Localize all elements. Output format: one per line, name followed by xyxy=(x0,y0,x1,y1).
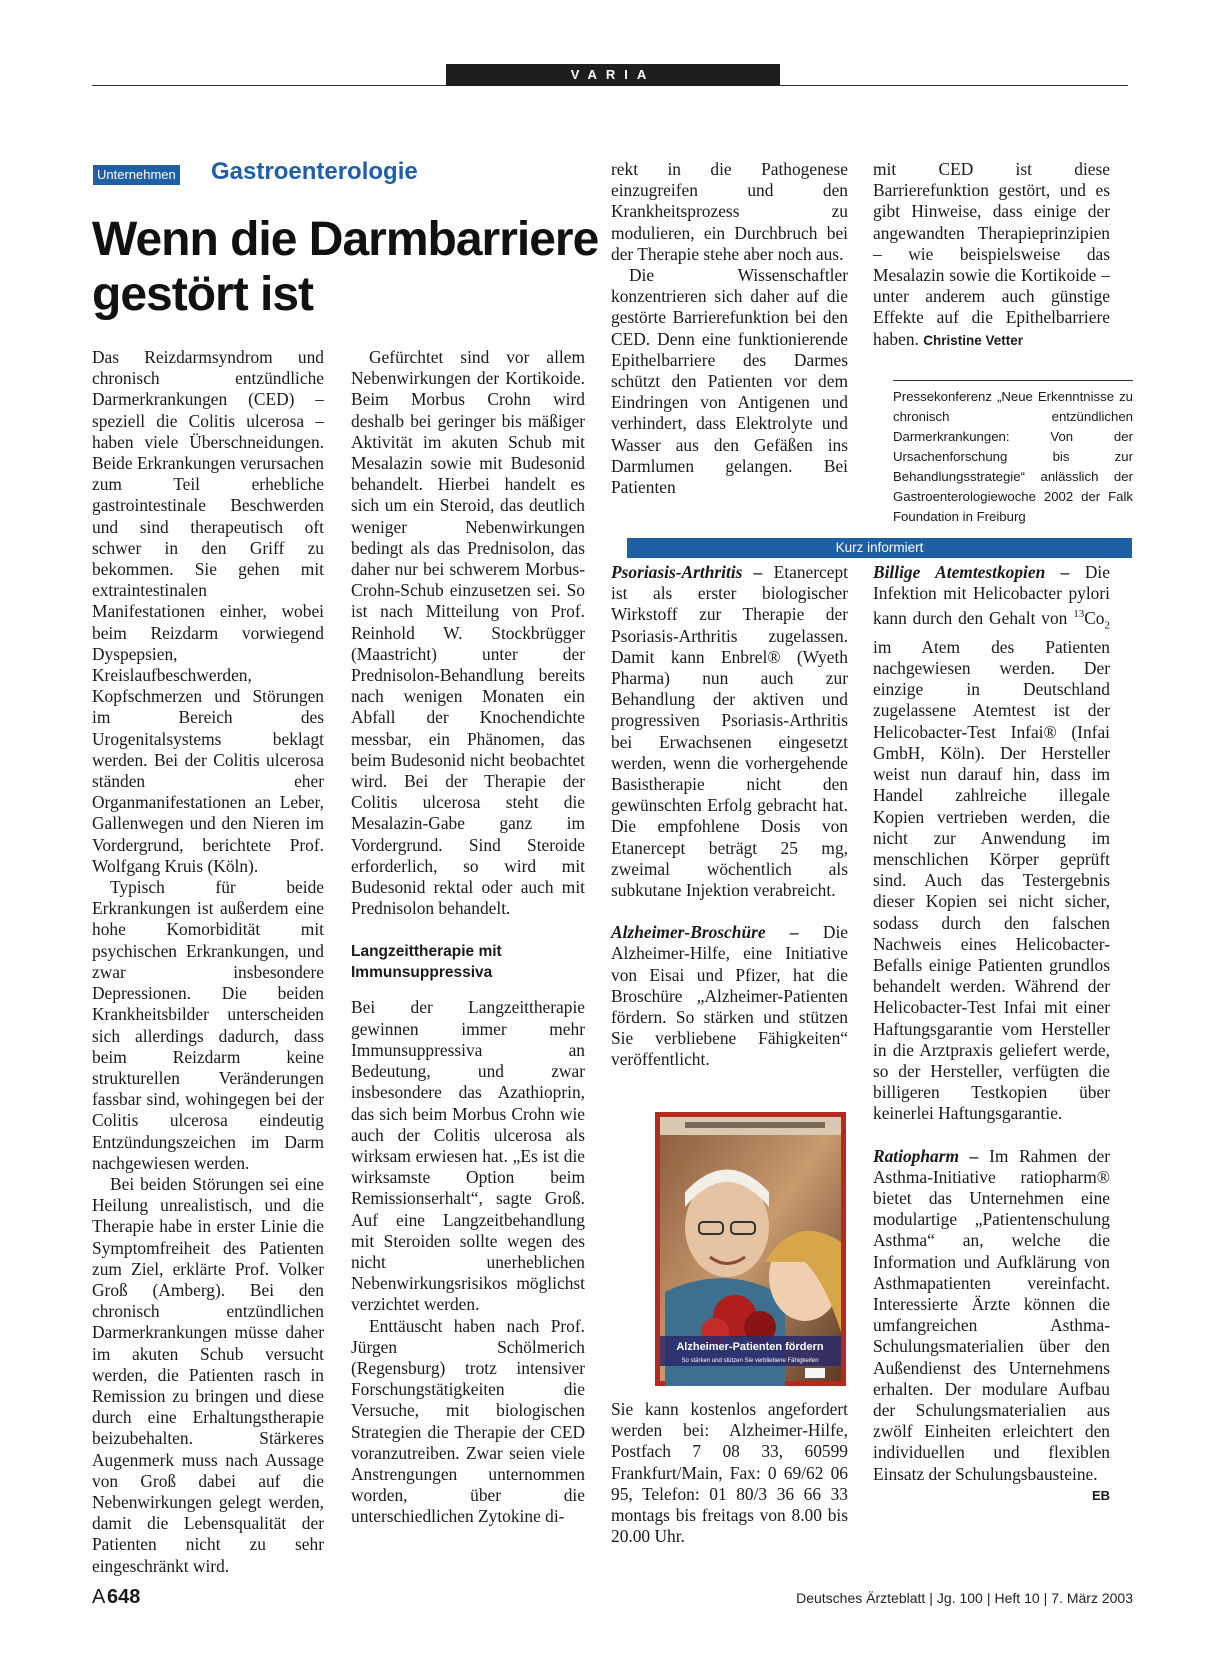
rubric-title: Gastroenterologie xyxy=(211,158,418,185)
news-lead: Alzheimer-Broschüre – xyxy=(611,922,799,943)
news-item-psoriasis xyxy=(611,562,848,901)
article-column-3 xyxy=(611,159,848,498)
article-column-4 xyxy=(873,159,1110,351)
signature: EB xyxy=(1091,1487,1110,1503)
news-body: Sie kann kostenlos angefordert werden bei: Alzheimer-Hilfe, Postfach 7 08 33, 60599 Frankfurt/Main, Fax: 0 69/62 06 95, Telefon: 01 80/3 36 66 33 montags bis freitags von 8.00 bis 20.00 Uhr. xyxy=(611,1399,848,1547)
subheading: Langzeittherapie mit Immunsuppressiva xyxy=(351,943,502,982)
paragraph: Bei der Langzeittherapie gewinnen immer mehr Immunsuppressiva an Bedeutung, und zwar insbesondere das Azathioprin, das sich beim Morbus Crohn wie auch der Colitis ulcerosa als wirksam erwiesen hat. „Es ist die wirksamste Option beim Remissionserhalt“, sagte Groß. Auf eine Langzeitbehandlung mit Steroiden sollte wegen des nicht unerheblichen Nebenwirkungsrisikos möglichst verzichtet werden. xyxy=(351,997,585,1315)
news-item-alzheimer xyxy=(611,922,848,1070)
journal-date: 7. März 2003 xyxy=(1051,1590,1133,1606)
kurz-informiert-bar: Kurz informiert xyxy=(627,538,1132,558)
news-lead: Billige Atemtestkopien – xyxy=(873,562,1070,582)
news-body: im Atem des Patienten nachgewiesen werden. Der einzige in Deutschland zugelassene Atemtest ist der Helicobacter-Test Infai® (Infai GmbH, Köln). Der Hersteller weist nun darauf hin, dass im Handel zahlreiche illegale Kopien vertrieben werden, die nicht zur Anwendung im menschlichen Körper geprüft sind. Auch das Testergebnis dieser Kopien sei nicht sicher, sodass durch den falschen Nachweis eines Helicobacter-Befalls einige Patienten grundlos behandelt werden. Während der Helicobacter-Test Infai mit einer Haftungsgarantie vom Hersteller in die Arztpraxis geliefert werde, so der Hersteller, verfügten die billigeren Testkopien über keinerlei Haftungsgarantie. xyxy=(873,636,1110,1124)
brochure-cover-image xyxy=(655,1112,846,1386)
news-item-ratiopharm xyxy=(873,1145,1110,1503)
formula-subscript: 2 xyxy=(1104,619,1110,632)
news-item-atemtest xyxy=(873,562,1110,1125)
paragraph: Gefürchtet sind vor allem Nebenwirkungen der Kortikoide. Beim Morbus Crohn wird deshalb bei geringer bis mäßiger Aktivität im akuten Schub mit Mesalazin sowie mit Budesonid behandelt. Hierbei handelt es sich um ein Steroid, das deutlich weniger Nebenwirkungen bedingt als das Prednisolon, das daher nur bei schwerem Morbus-Crohn-Schub einzusetzen sei. So ist nach Mitteilung von Prof. Reinhold W. Stockbrügger (Maastricht) unter der Prednisolon-Behandlung bereits nach wenigen Monaten ein Abfall der Knochendichte messbar, ein Phänomen, das beim Budesonid nicht beobachtet wird. Bei der Therapie der Colitis ulcerosa steht die Mesalazin-Gabe ganz im Vordergrund. Sind Steroide erforderlich, so wird mit Budesonid rektal oder auch mit Prednisolon behandelt. xyxy=(351,347,585,919)
journal-volume: Jg. 100 xyxy=(936,1590,983,1606)
source-note: Pressekonferenz „Neue Erkenntnisse zu chronisch entzündlichen Darmerkrankungen: Von der Ursachenforschung bis zur Behandlungsstrategie“ anlässlich der Gastroenterologiewoche 2002 der Falk Foundation in Freiburg xyxy=(893,380,1133,527)
paragraph xyxy=(873,159,1110,351)
page-number-value: 648 xyxy=(107,1586,141,1608)
article-headline xyxy=(92,212,612,322)
page-prefix: A xyxy=(92,1586,106,1608)
news-column-1-continued xyxy=(611,1399,848,1547)
paragraph: Enttäuscht haben nach Prof. Jürgen Schölmerich (Regensburg) trotz intensiver Forschungstätigkeiten die Versuche, mit biologischen Strategien die Therapie der CED voranzutreiben. Zwar seien viele Anstrengungen unternommen worden, über die unterschiedlichen Zytokine di- xyxy=(351,1315,585,1527)
headline-line-2: gestört ist xyxy=(92,268,314,321)
journal-footer: Deutsches Ärzteblatt | Jg. 100 | Heft 10 | 7. März 2003 xyxy=(796,1590,1133,1606)
paragraph: Typisch für beide Erkrankungen ist außerdem eine hohe Komorbidität mit psychischen Erkrankungen, und zwar insbesondere Depressionen. Die beiden Krankheitsbilder unterscheiden sich allerdings dadurch, dass beim Reizdarm keine strukturellen Veränderungen fassbar sind, wohingegen bei der Colitis ulcerosa eindeutig Entzündungszeichen im Darm nachgewiesen werden. xyxy=(92,877,324,1173)
journal-name: Deutsches Ärzteblatt xyxy=(796,1590,926,1606)
news-lead: Ratiopharm – xyxy=(873,1145,979,1166)
news-body: Die Infektion mit Helicobacter pylori kann durch den Gehalt von xyxy=(873,562,1110,629)
news-column-2 xyxy=(873,562,1110,1506)
article-column-2 xyxy=(351,347,585,1528)
section-label: VARIA xyxy=(446,64,780,86)
journal-issue: Heft 10 xyxy=(994,1590,1040,1606)
news-column-1 xyxy=(611,562,848,1071)
article-column-1 xyxy=(92,347,324,1577)
paragraph: Die Wissenschaftler konzentrieren sich daher auf die gestörte Barrierefunktion bei den CED. Denn eine funktionierende Epithelbarriere des Darmes schützt den Patienten vor dem Eindringen von Antigenen und verhindert, dass Elektrolyte und Wasser aus den Gefäßen ins Darmlumen gelangen. Bei Patienten xyxy=(611,265,848,498)
brochure-cover-illustration xyxy=(655,1112,846,1386)
paragraph: Bei beiden Störungen sei eine Heilung unrealistisch, und die Therapie habe in erster Linie die Symptomfreiheit des Patienten zum Ziel, erklärte Prof. Volker Groß (Amberg). Bei den chronisch entzündlichen Darmerkrankungen müsse daher im akuten Schub versucht werden, die Patienten rasch in Remission zu bringen und diese durch eine Erhaltungstherapie beizubehalten. Stärkeres Augenmerk muss nach Aussage von Groß dabei auf die Nebenwirkungen gelegt werden, damit die Lebensqualität der Patienten nicht zu sehr eingeschränkt wird. xyxy=(92,1173,324,1576)
news-lead: Psoriasis-Arthritis – xyxy=(611,562,763,582)
chemical-formula: Co xyxy=(1084,608,1105,629)
paragraph: Das Reizdarmsyndrom und chronisch entzündliche Darmerkrankungen (CED) – speziell die Colitis ulcerosa – haben viele Überschneidungen. Beide Erkrankungen verursachen zum Teil erhebliche gastrointestinale Beschwerden und sind therapeutisch oft schwer in den Griff zu bekommen. Sie gehen mit extraintestinalen Manifestationen einher, wobei beim Reizdarm vorwiegend Dyspepsien, Kreislaufbeschwerden, Kopfschmerzen und Störungen im Bereich des Urogenitalsystems beklagt werden. Bei der Colitis ulcerosa ständen eher Organmanifestationen an Leber, Gallenwegen und den Nieren im Vordergrund, berichtete Prof. Wolfgang Kruis (Köln). xyxy=(92,347,324,876)
category-tag: Unternehmen xyxy=(93,165,180,185)
paragraph: rekt in die Pathogenese einzugreifen und den Krankheitsprozess zu modulieren, ein Durchbruch bei der Therapie stehe aber noch aus. xyxy=(611,159,848,264)
cover-title: Alzheimer-Patienten fördern xyxy=(676,1341,824,1353)
news-body: Etanercept ist als erster biologischer Wirkstoff zur Therapie der Psoriasis-Arthritis zugelassen. Damit kann Enbrel® (Wyeth Pharma) nun auch zur Behandlung der aktiven und progressiven Psoriasis-Arthritis bei Erwachsenen eingesetzt werden, wenn die vorhergehende Basistherapie nicht den gewünschten Erfolg gebracht hat. Die empfohlene Dosis von Etanercept beträgt 25 mg, zweimal wöchentlich als subkutane Injektion verabreicht. xyxy=(611,562,848,901)
headline-line-1: Wenn die Darmbarriere xyxy=(92,213,599,266)
author-name: Christine Vetter xyxy=(923,332,1024,348)
cover-subtitle: So stärken und stützen Sie verbliebene Fähigkeiten xyxy=(681,1358,819,1364)
page-number xyxy=(92,1586,140,1609)
isotope-superscript: 13 xyxy=(1073,608,1085,621)
paragraph-text: mit CED ist diese Barrierefunktion gestört, und es gibt Hinweise, dass einige der angewandten Therapieprinzipien – wie beispielsweise das Mesalazin sowie die Kortikoide – unter anderem auch günstige Effekte auf die Epithelbarriere haben. xyxy=(873,159,1110,349)
news-body: Im Rahmen der Asthma-Initiative ratiopharm® bietet das Unternehmen eine modulartige „Patientenschulung Asthma“ an, welche die Information und Aufklärung von Asthmapatienten vereinfacht. Interessierte Ärzte können die umfangreichen Asthma-Schulungsmaterialien über den Außendienst des Unternehmens erhalten. Der modulare Aufbau der Schulungsmaterialien aus zwölf Einheiten erleichtert den individuellen und flexiblen Einsatz der Schulungsbausteine. xyxy=(873,1145,1110,1484)
news-body: Die Alzheimer-Hilfe, eine Initiative von Eisai und Pfizer, hat die Broschüre „Alzheimer-Patienten fördern. So stärken und stützen Sie verbliebene Fähigkeiten“ veröffentlicht. xyxy=(611,922,848,1070)
